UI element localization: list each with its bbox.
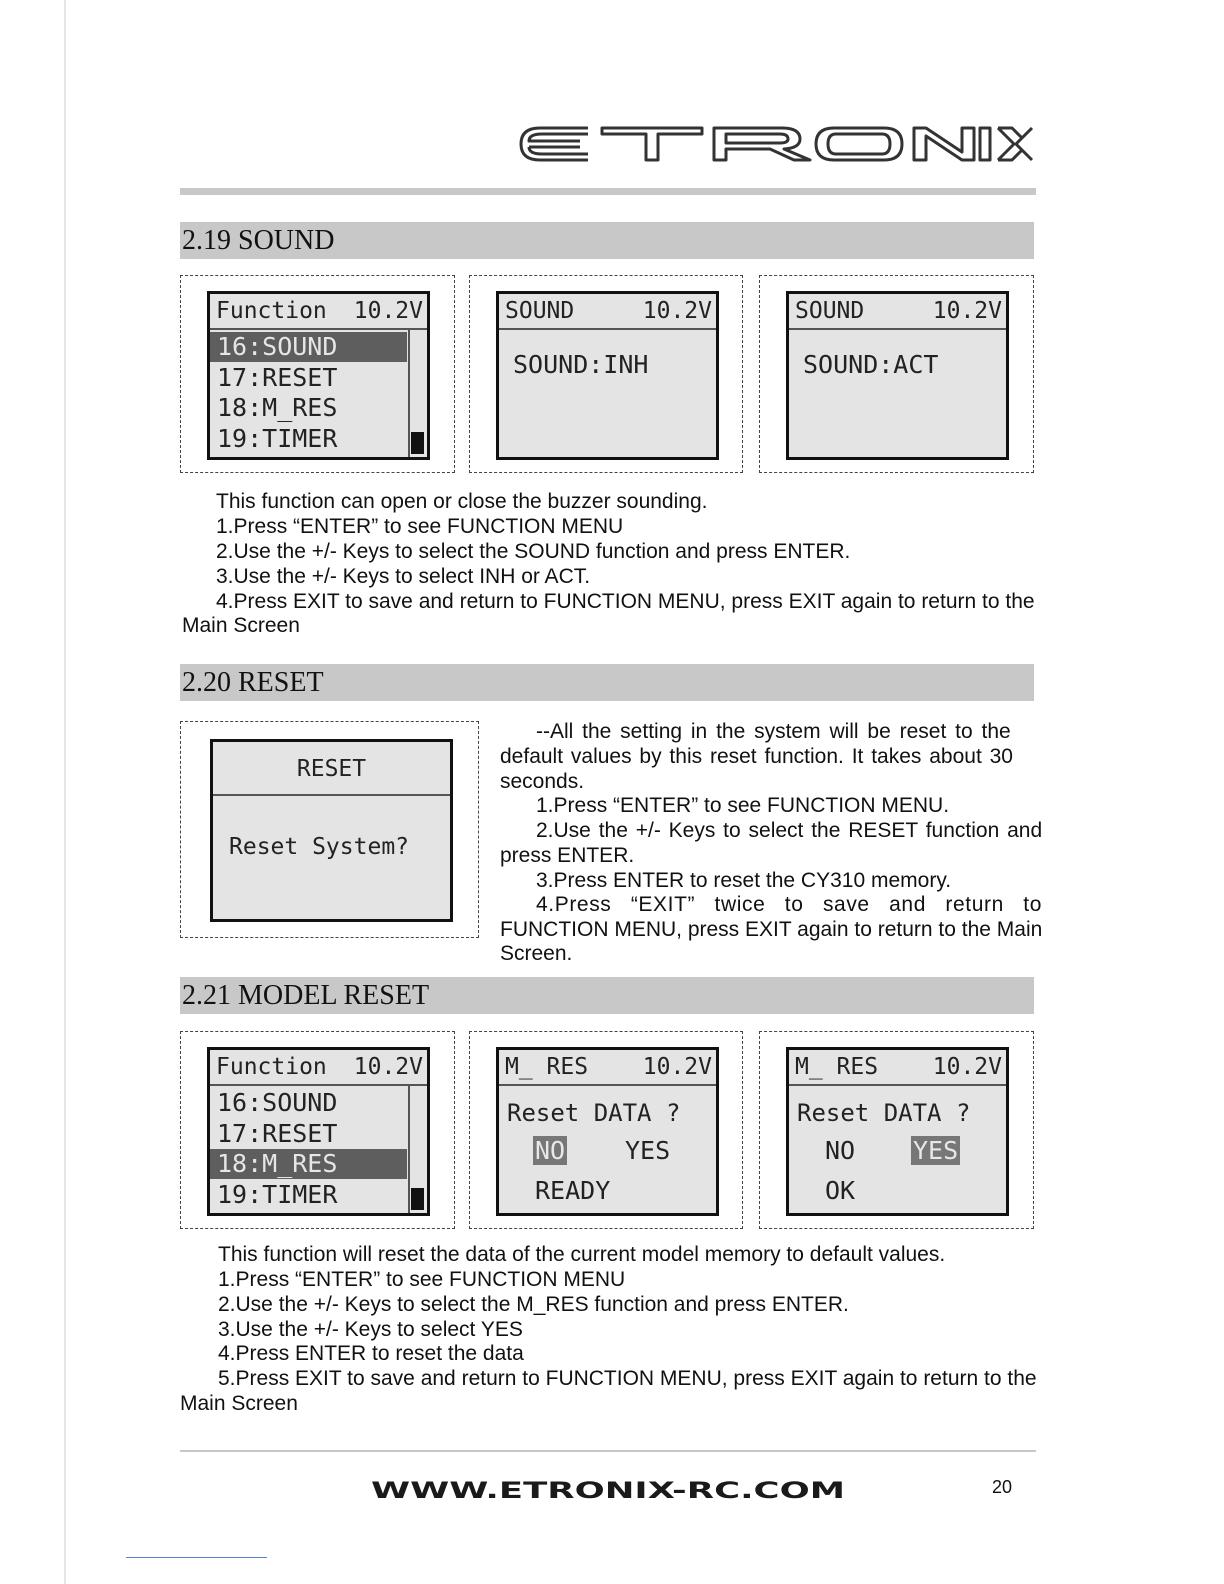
screen-panel-sound-act (759, 275, 1034, 473)
lcd-title: SOUND (795, 298, 865, 324)
sound-step-3: 3.Use the +/- Keys to select INH or ACT. (216, 565, 591, 588)
menu-item-m-res[interactable]: 18:M_RES (217, 393, 338, 422)
scrollbar-thumb[interactable] (411, 432, 424, 454)
option-yes-label: YES (913, 1136, 959, 1165)
lcd-header (499, 1050, 716, 1086)
reset-step-1: 1.Press “ENTER” to see FUNCTION MENU. (536, 794, 950, 817)
menu-item-timer[interactable]: 19:TIMER (217, 424, 338, 453)
lcd-title: Function (216, 1054, 327, 1080)
lcd-title: M_ RES (795, 1054, 879, 1080)
etronix-logo (518, 124, 1038, 164)
option-no[interactable]: NO (825, 1136, 856, 1165)
option-no-label: NO (535, 1136, 566, 1165)
reset-step-2-cont: press ENTER. (500, 844, 635, 867)
lcd-header (789, 1050, 1006, 1086)
option-yes-selected[interactable] (911, 1136, 960, 1166)
scrollbar-track (408, 328, 410, 457)
section-title-model-reset: 2.21 MODEL RESET (180, 977, 1034, 1014)
section-title-sound: 2.19 SOUND (180, 222, 1034, 259)
reset-line-3: seconds. (500, 770, 585, 793)
screen-panel-reset (180, 721, 479, 938)
menu-item-timer[interactable]: 19:TIMER (217, 1180, 338, 1209)
status-ready: READY (535, 1176, 611, 1205)
lcd-mres-yes (786, 1047, 1009, 1216)
lcd-voltage: 10.2V (932, 1054, 1002, 1080)
menu-item-reset[interactable]: 17:RESET (217, 363, 338, 392)
reset-system-prompt: Reset System? (229, 834, 410, 860)
sound-step-1: 1.Press “ENTER” to see FUNCTION MENU (216, 515, 624, 538)
reset-step-4-end: Screen. (500, 942, 573, 965)
reset-data-question: Reset DATA ? (507, 1099, 681, 1127)
reset-line-1 (536, 719, 1034, 744)
lcd-header (210, 294, 427, 330)
option-no-selected[interactable] (533, 1136, 567, 1166)
screen-panel-mres-yes (759, 1031, 1034, 1229)
status-ok: OK (825, 1176, 856, 1205)
sound-step-2: 2.Use the +/- Keys to select the SOUND function and press ENTER. (216, 540, 851, 563)
sound-description: This function can open or close the buzzer sounding. (216, 490, 708, 513)
screen-panel-function-sound (180, 275, 455, 473)
lcd-title: M_ RES (505, 1054, 589, 1080)
lcd-mres-no (496, 1047, 719, 1216)
lcd-reset (210, 739, 453, 922)
lcd-header (789, 294, 1006, 330)
lcd-title: Function (216, 298, 327, 324)
model-reset-step-2: 2.Use the +/- Keys to select the M_RES function and press ENTER. (218, 1293, 849, 1316)
page-edge (64, 0, 66, 1584)
header-rule (180, 188, 1036, 195)
sound-step-4: 4.Press EXIT to save and return to FUNCTION MENU, press EXIT again to return to the (216, 590, 1035, 613)
model-reset-step-5-cont: Main Screen (180, 1392, 298, 1415)
screen-panel-sound-inh (469, 275, 743, 473)
lcd-title: RESET (296, 756, 367, 782)
model-reset-step-1: 1.Press “ENTER” to see FUNCTION MENU (218, 1268, 626, 1291)
lcd-header (213, 742, 450, 796)
page-number: 20 (992, 1477, 1013, 1497)
reset-step-3: 3.Press ENTER to reset the CY310 memory. (536, 869, 952, 892)
lcd-voltage: 10.2V (353, 298, 423, 324)
lcd-title: SOUND (505, 298, 575, 324)
screen-panel-mres-no (469, 1031, 743, 1229)
option-yes[interactable]: YES (625, 1136, 671, 1165)
reset-line-1-text: --All the setting in the system will be reset to the (536, 720, 1011, 743)
reset-step-2: 2.Use the +/- Keys to select the RESET function and (536, 819, 1043, 842)
model-reset-description: This function will reset the data of the current model memory to default values. (218, 1243, 946, 1266)
footer-rule (180, 1450, 1036, 1452)
reset-step-4: 4.Press “EXIT” twice to save and return to (536, 893, 1043, 916)
menu-item-reset[interactable]: 17:RESET (217, 1119, 338, 1148)
lcd-sound-act (786, 291, 1009, 460)
sound-value-act: SOUND:ACT (803, 350, 939, 379)
menu-item-sound[interactable]: 16:SOUND (217, 1088, 338, 1117)
sound-value-inh: SOUND:INH (513, 350, 649, 379)
lcd-sound-inh (496, 291, 719, 460)
reset-step-4-cont: FUNCTION MENU, press EXIT again to return to the Main (500, 918, 1043, 941)
website-url[interactable] (368, 1478, 848, 1502)
lcd-voltage: 10.2V (642, 1054, 712, 1080)
sound-step-4-cont: Main Screen (182, 614, 300, 637)
lcd-function-menu (207, 1047, 430, 1216)
reset-data-question: Reset DATA ? (797, 1099, 971, 1127)
reset-line-2: default values by this reset function. It takes about 30 (500, 745, 1013, 768)
lcd-voltage: 10.2V (642, 298, 712, 324)
website-url-text: WWW.ETRONIX-RC.COM (371, 1479, 845, 1502)
lcd-function-menu (207, 291, 430, 460)
menu-item-m-res[interactable]: 18:M_RES (210, 1149, 407, 1179)
scrollbar-thumb[interactable] (411, 1188, 424, 1210)
lcd-voltage: 10.2V (353, 1054, 423, 1080)
lcd-header (210, 1050, 427, 1086)
model-reset-step-4: 4.Press ENTER to reset the data (218, 1342, 524, 1365)
menu-item-sound[interactable]: 16:SOUND (210, 332, 407, 362)
lcd-voltage: 10.2V (932, 298, 1002, 324)
screen-panel-function-mres (180, 1031, 455, 1229)
scrollbar-track (408, 1084, 410, 1213)
section-title-reset: 2.20 RESET (180, 664, 1034, 701)
model-reset-step-5: 5.Press EXIT to save and return to FUNCTION MENU, press EXIT again to return to the (218, 1367, 1037, 1390)
footnote-rule (126, 1557, 267, 1558)
lcd-header (499, 294, 716, 330)
model-reset-step-3: 3.Use the +/- Keys to select YES (218, 1318, 523, 1341)
